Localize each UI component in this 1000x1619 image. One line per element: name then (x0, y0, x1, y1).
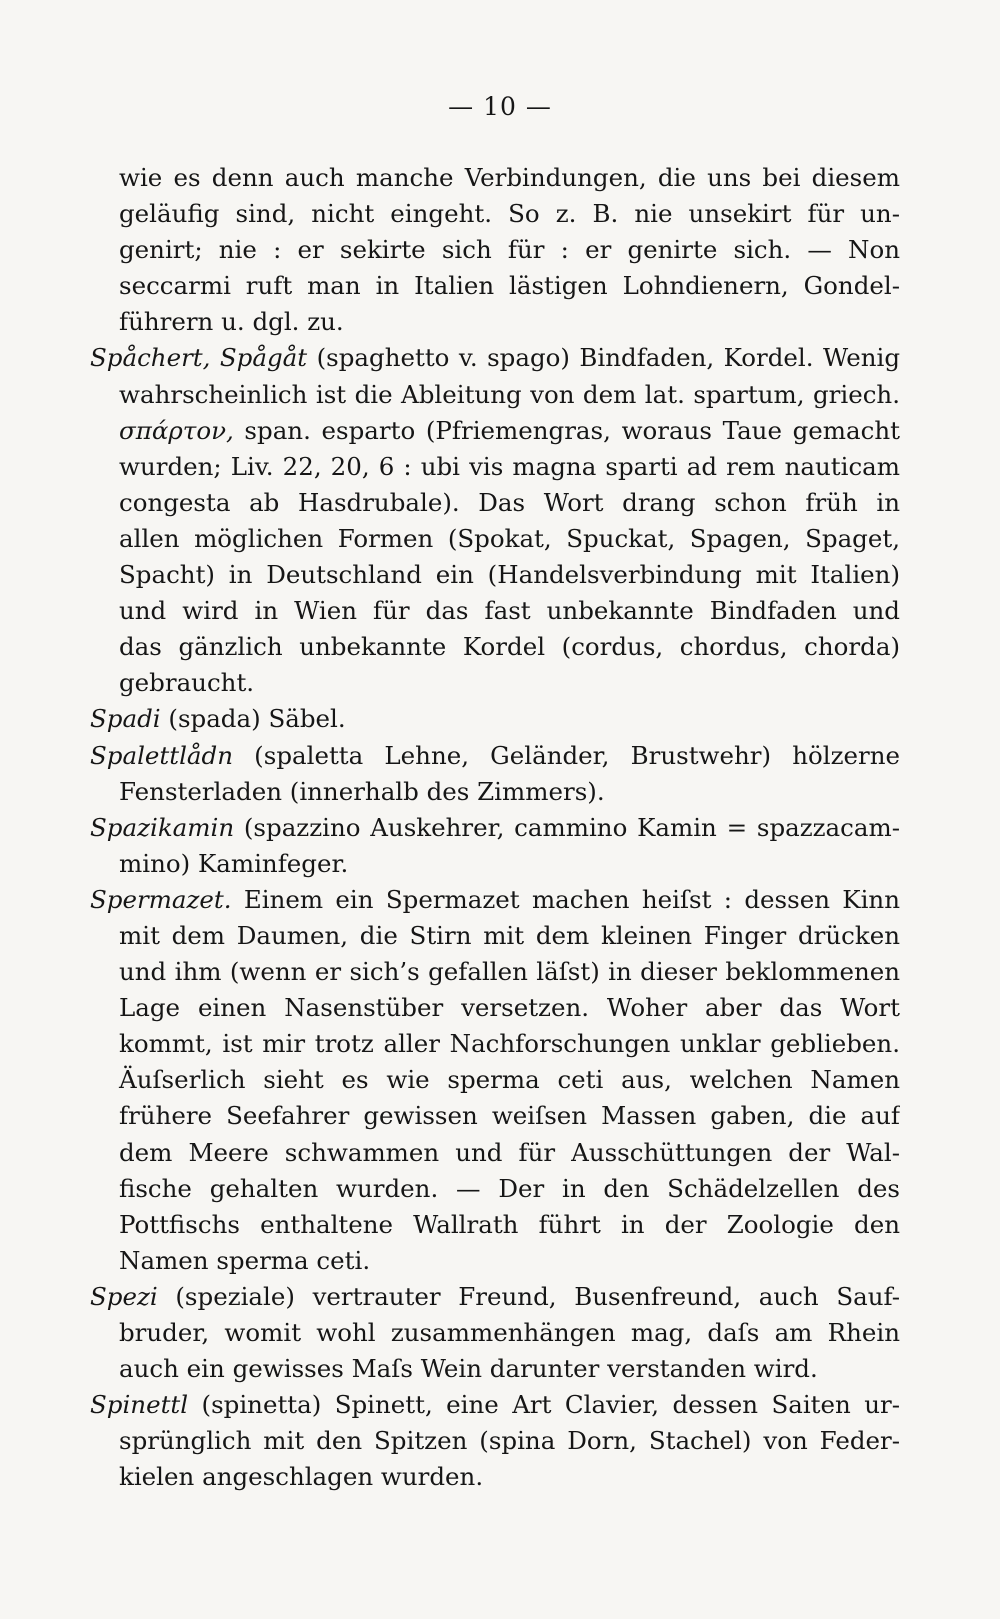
entry-text: (speziale) vertrauter Freund, Busenfreund, auch Sauf- (157, 1281, 900, 1311)
greek-word: σπάρτον, (119, 415, 234, 445)
text-line: gebraucht. (119, 668, 255, 698)
text-line: Fensterladen (innerhalb des Zimmers). (119, 776, 605, 806)
text-line: führern u. dgl. zu. (119, 307, 344, 337)
text-line: kielen angeschlagen wurden. (119, 1462, 484, 1492)
page-body (90, 160, 900, 1495)
text-line: und ihm (wenn er sich’s gefallen läſst) in dieser beklommenen (119, 957, 900, 987)
entry-headword: Spalettlådn (90, 740, 234, 770)
entry-spachert (90, 340, 900, 376)
entry-spermazet (90, 882, 900, 918)
text-line: mit dem Daumen, die Stirn mit dem kleinen Finger drücken (119, 920, 900, 950)
text-line: genirt; nie : er sekirte sich für : er genirte sich. — Non (119, 235, 900, 265)
text-line: geläufig sind, nicht eingeht. So z. B. nie unsekirt für un- (119, 199, 900, 229)
text-line: Äuſserlich sieht es wie sperma ceti aus, welchen Namen (119, 1065, 900, 1095)
entry-text: (spinetta) Spinett, eine Art Clavier, dessen Saiten ur- (188, 1390, 900, 1420)
text-line: wurden; Liv. 22, 20, 6 : ubi vis magna sparti ad rem nauticam (119, 451, 900, 481)
entry-headword: Spermazet. (90, 884, 232, 914)
text-line: sprünglich mit den Spitzen (spina Dorn, Stachel) von Feder- (119, 1426, 900, 1456)
text-line: mino) Kaminfeger. (119, 848, 349, 878)
text-line: dem Meere schwammen und für Ausschüttungen der Wal- (119, 1137, 900, 1167)
page-number: — 10 — (448, 92, 552, 121)
text-line: allen möglichen Formen (Spokat, Spuckat, Spagen, Spaget, (119, 523, 900, 553)
entry-text: (spaletta Lehne, Geländer, Brustwehr) hölzerne (233, 740, 900, 770)
text-line: und wird in Wien für das fast unbekannte Bindfaden und (119, 596, 900, 626)
entry-spalettladn (90, 738, 900, 774)
text-line: das gänzlich unbekannte Kordel (cordus, chordus, chorda) (119, 632, 900, 662)
entry-headword: Spåchert, Spågåt (90, 343, 308, 373)
entry-spazikamin (90, 810, 900, 846)
text-line: Lage einen Nasenstüber versetzen. Woher aber das Wort (119, 993, 900, 1023)
entry-spadi (90, 701, 900, 737)
text-line: bruder, womit wohl zusammenhängen mag, daſs am Rhein (119, 1318, 900, 1347)
entry-headword: Spazikamin (90, 812, 235, 842)
entry-headword: Spinettl (90, 1390, 189, 1420)
text-line-greek (90, 413, 900, 449)
entry-text: Einem ein Spermazet machen heiſst : dessen Kinn (231, 884, 900, 914)
entry-text: (spazzino Auskehrer, cammino Kamin = spazzacam- (234, 812, 900, 842)
text-line: fische gehalten wurden. — Der in den Schädelzellen des (119, 1173, 900, 1203)
text-line: seccarmi ruft man in Italien lästigen Lohndienern, Gondel- (119, 271, 900, 301)
text-line: kommt, ist mir trotz aller Nachforschungen unklar geblieben. (119, 1029, 900, 1059)
text-line: frühere Seefahrer gewissen weiſsen Massen gaben, die auf (119, 1101, 900, 1131)
text-line: Pottfischs enthaltene Wallrath führt in der Zoologie den (119, 1209, 900, 1239)
entry-spinettl (90, 1387, 900, 1423)
text-line: wie es denn auch manche Verbindungen, die uns bei diesem (119, 163, 900, 192)
text-line: Spacht) in Deutschland ein (Handelsverbindung mit Italien) (119, 560, 900, 590)
text-line: Namen sperma ceti. (119, 1245, 371, 1275)
entry-spezi (90, 1279, 900, 1315)
entry-text: (spaghetto v. spago) Bindfaden, Kordel. Wenig (307, 343, 900, 373)
entry-text: span. esparto (Pfriemengras, woraus Taue gemacht (233, 415, 900, 445)
text-line: congesta ab Hasdrubale). Das Wort drang schon früh in (119, 487, 900, 517)
entry-headword: Spadi (90, 704, 161, 734)
entry-headword: Spezi (90, 1281, 158, 1311)
text-line: auch ein gewisses Maſs Wein darunter verstanden wird. (119, 1354, 818, 1384)
text-line: wahrscheinlich ist die Ableitung von dem lat. spartum, griech. (119, 379, 900, 409)
entry-text: (spada) Säbel. (160, 704, 346, 734)
